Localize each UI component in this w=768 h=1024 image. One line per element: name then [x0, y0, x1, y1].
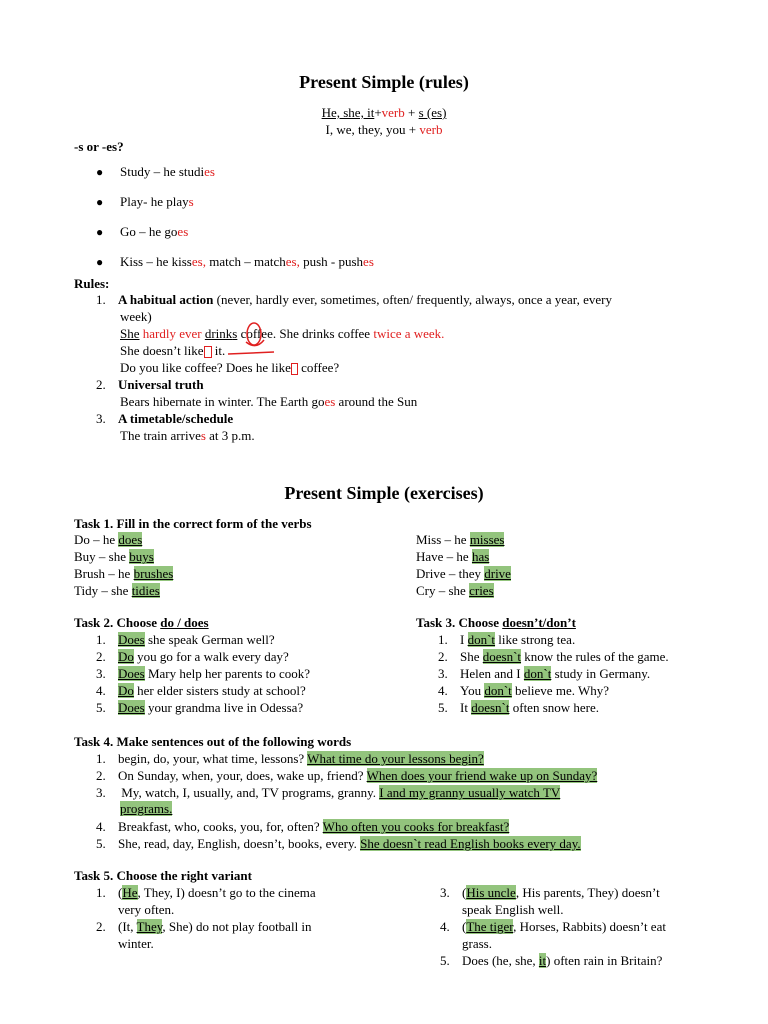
rule-1-example-3: Do you like coffee? Does he like coffee?: [120, 360, 340, 375]
bullet-dot-icon: ●: [96, 225, 104, 239]
task-5-item-cont: very often.: [118, 902, 175, 917]
task-1-left-item: Brush – he brushes: [74, 566, 174, 581]
task-4-item: 4. Breakfast, who, cooks, you, for, often? Who often you cooks for breakfast?: [96, 819, 510, 834]
task-1-left-item: Tidy – she tidies: [74, 583, 160, 598]
task-2-item: 1. Does she speak German well?: [96, 632, 275, 647]
task-4-item: 3. My, watch, I, usually, and, TV programs, granny. I and my granny usually watch TV: [96, 785, 561, 800]
rule-1-example-2: She doesn’t like it.: [120, 343, 226, 358]
task-5-item: 4. (The tiger, Horses, Rabbits) doesn’t eat: [440, 919, 666, 934]
task-5-item: 5. Does (he, she, it) often rain in Britain?: [440, 953, 663, 968]
formula-line-1: He, she, it+verb + s (es): [321, 105, 447, 120]
task-5-item: 2. (It, They, She) do not play football in: [96, 919, 312, 934]
bullet-item: Play- he plays: [120, 194, 194, 209]
formula-line-2: I, we, they, you + verb: [325, 122, 443, 137]
task-5-item: 3. (His uncle, His parents, They) doesn’t: [440, 885, 660, 900]
task-2-title: Task 2. Choose do / does: [74, 615, 209, 630]
rule-3: 3. A timetable/schedule: [96, 411, 234, 426]
task-5-item-cont: grass.: [462, 936, 492, 951]
task-3-item: 2. She doesn`t know the rules of the game.: [438, 649, 669, 664]
bullet-dot-icon: ●: [96, 195, 104, 209]
task-2-item: 2. Do you go for a walk every day?: [96, 649, 289, 664]
red-box-mark: [291, 363, 298, 375]
red-circle-mark: [244, 320, 266, 350]
task-2-item: 4. Do her elder sisters study at school?: [96, 683, 306, 698]
task-1-title: Task 1. Fill in the correct form of the verbs: [74, 516, 312, 531]
rule-1-example-1: She hardly ever drinks coffee. She drinks coffee twice a week.: [120, 326, 445, 341]
task-3-item: 3. Helen and I don`t study in Germany.: [438, 666, 651, 681]
rule-1: 1. A habitual action (never, hardly ever, sometimes, often/ frequently, always, once a year, every: [96, 292, 612, 307]
task-3-item: 4. You don`t believe me. Why?: [438, 683, 610, 698]
bullet-item: Kiss – he kisses, match – matches, push - pushes: [120, 254, 374, 269]
task-5-item: 1. (He, They, I) doesn’t go to the cinema: [96, 885, 316, 900]
rules-title: Present Simple (rules): [299, 72, 469, 92]
task-4-item: 1. begin, do, your, what time, lessons? What time do your lessons begin?: [96, 751, 484, 766]
rules-label: Rules:: [74, 276, 110, 291]
task-3-item: 1. I don`t like strong tea.: [438, 632, 576, 647]
task-3-item: 5. It doesn`t often snow here.: [438, 700, 600, 715]
task-4-title: Task 4. Make sentences out of the following words: [74, 734, 352, 749]
red-underline-mark: [226, 348, 276, 360]
task-5-title: Task 5. Choose the right variant: [74, 868, 252, 883]
task-4-item: 2. On Sunday, when, your, does, wake up, friend? When does your friend wake up on Sunday?: [96, 768, 598, 783]
bullet-item: Go – he goes: [120, 224, 189, 239]
task-1-left-item: Buy – she buys: [74, 549, 154, 564]
rule-2-example: Bears hibernate in winter. The Earth goes around the Sun: [120, 394, 418, 409]
task-5-item-cont: winter.: [118, 936, 154, 951]
task-3-title: Task 3. Choose doesn’t/don’t: [416, 615, 576, 630]
exercises-title: Present Simple (exercises): [284, 483, 484, 503]
s-or-es-heading: -s or -es?: [74, 139, 124, 154]
task-1-right-item: Miss – he misses: [416, 532, 505, 547]
bullet-dot-icon: ●: [96, 165, 104, 179]
rule-2: 2. Universal truth: [96, 377, 204, 392]
task-5-item-cont: speak English well.: [462, 902, 564, 917]
bullet-item: Study – he studies: [120, 164, 215, 179]
task-1-left-item: Do – he does: [74, 532, 143, 547]
red-box-mark: [204, 346, 212, 358]
bullet-dot-icon: ●: [96, 255, 104, 269]
task-2-item: 5. Does your grandma live in Odessa?: [96, 700, 304, 715]
task-4-item-cont: programs.: [120, 801, 173, 816]
task-2-item: 3. Does Mary help her parents to cook?: [96, 666, 311, 681]
rule-1-detail-cont: week): [120, 309, 152, 324]
rule-3-example: The train arrives at 3 p.m.: [120, 428, 255, 443]
task-1-right-item: Have – he has: [416, 549, 490, 564]
task-1-right-item: Cry – she cries: [416, 583, 494, 598]
task-1-right-item: Drive – they drive: [416, 566, 511, 581]
task-4-item: 5. She, read, day, English, doesn’t, books, every. She doesn`t read English books every day.: [96, 836, 581, 851]
